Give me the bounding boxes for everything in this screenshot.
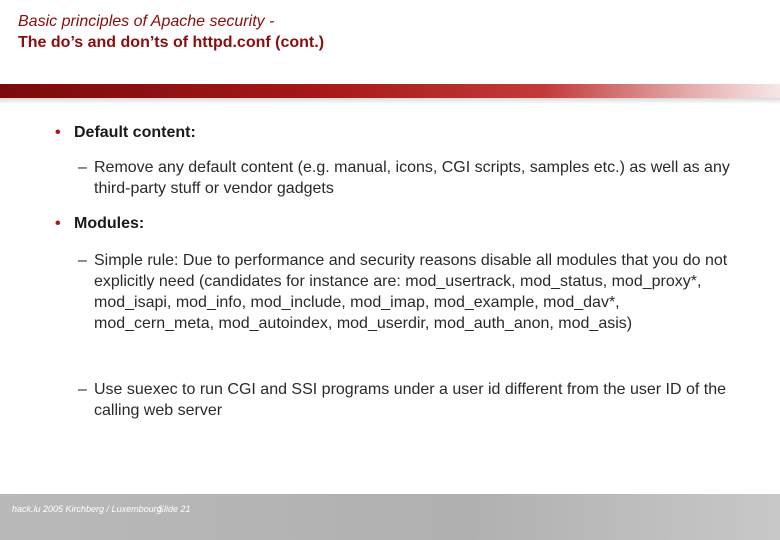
bullet-icon: •: [55, 124, 61, 141]
bullet-default-content: [55, 123, 196, 143]
bullet-label: Default content:: [74, 124, 196, 141]
footer-event: hack.lu 2005 Kirchberg / Luxembourg: [12, 504, 162, 514]
sub-bullet-text: Remove any default content (e.g. manual, icons, CGI scripts, samples etc.) as well as any third-party stuff or vendor gadgets: [94, 159, 730, 197]
sub-bullet-simple-rule: [78, 250, 738, 334]
header-band-shadow: [0, 98, 780, 104]
slide-title: [18, 12, 718, 54]
sub-bullet-text: Use suexec to run CGI and SSI programs under a user id different from the user ID of the calling web server: [94, 381, 727, 419]
dash-icon: –: [78, 252, 87, 269]
bullet-label: Modules:: [74, 215, 145, 232]
bullet-modules: [55, 214, 145, 234]
footer-page-number: Slide 21: [158, 504, 191, 514]
header-band: [0, 84, 780, 98]
sub-bullet-text: Simple rule: Due to performance and security reasons disable all modules that you do not explicitly need (candidates for instance are: mod_usertrack, mod_status, mod_proxy*, mod_isapi, mod_info, mod_include, mod_imap, mod_example, mod_dav*, mod_cern_meta, mod_autoindex, mod_userdir, mod_auth_anon, mod_asis): [94, 252, 728, 332]
sub-bullet-suexec: [78, 379, 738, 421]
footer-bar: [0, 494, 780, 540]
title-line-1: Basic principles of Apache security -: [18, 13, 275, 30]
bullet-icon: •: [55, 215, 61, 232]
sub-bullet-remove-default: [78, 157, 738, 199]
title-line-2: The do’s and don’ts of httpd.conf (cont.): [18, 34, 325, 51]
dash-icon: –: [78, 159, 87, 176]
dash-icon: –: [78, 381, 87, 398]
